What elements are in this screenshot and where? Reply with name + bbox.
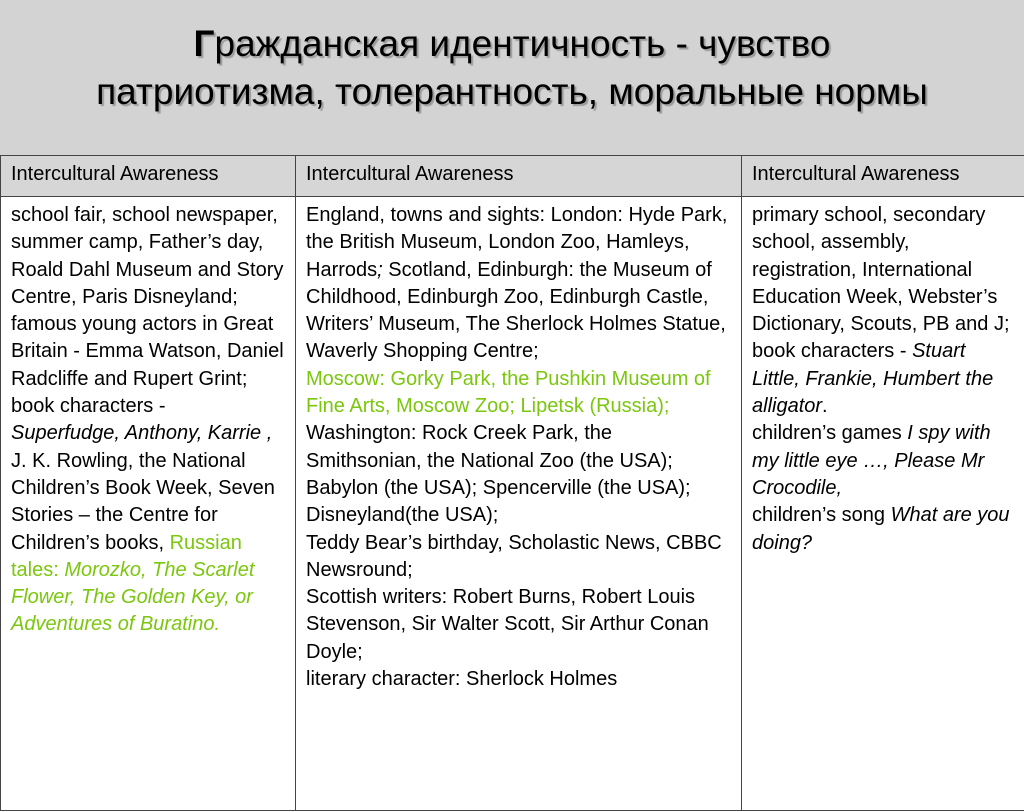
table-header-row	[1, 156, 1024, 197]
title-line-2: патриотизма, толерантность, моральные нормы	[0, 68, 1024, 116]
cell-text-segment: book characters -	[752, 340, 912, 362]
cell-text-segment: Scottish writers: Robert Burns, Robert Louis Stevenson, Sir Walter Scott, Sir Arthur Conan Doyle;	[306, 586, 709, 663]
cell-text-segment: Russian tales:	[11, 532, 242, 581]
column-3-cell	[742, 197, 1024, 811]
cell-text-segment: Scotland, Edinburgh: the Museum of Childhood, Edinburgh Zoo, Edinburgh Castle, Writers’ Museum, The Sherlock Holmes Statue, Waverly Shopping Centre;	[306, 259, 726, 363]
column-2-cell	[296, 197, 742, 811]
cell-text-segment: Morozko, The Scarlet Flower, The Golden Key, or Adventures of Buratino.	[11, 559, 254, 636]
column-header-2: Intercultural Awareness	[296, 156, 742, 197]
cell-text-segment: school fair, school newspaper, summer camp, Father’s day, Roald Dahl Museum and Story Centre, Paris Disneyland;	[11, 204, 283, 308]
cell-text-segment: book characters -	[11, 395, 166, 417]
cell-text-segment: Stuart Little, Frankie, Humbert the alligator	[752, 340, 993, 417]
cell-text-segment: I spy with my little eye …, Please Mr Crocodile,	[752, 422, 991, 499]
cell-text-segment: famous young actors in Great Britain - Emma Watson, Daniel Radcliffe and Rupert Grint;	[11, 313, 284, 390]
cell-text-segment: literary character: Sherlock Holmes	[306, 668, 617, 690]
cell-text-segment: England, towns and sights: London: Hyde Park, the British Museum, London Zoo, Hamleys, Harrods	[306, 204, 727, 281]
column-1-cell	[1, 197, 296, 811]
title-line-1-text: ражданская идентичность - чувство	[215, 23, 831, 64]
cell-text-segment: What are you doing?	[752, 504, 1010, 553]
cell-text-segment: Moscow: Gorky Park, the Pushkin Museum of Fine Arts, Moscow Zoo; Lipetsk (Russia);	[306, 368, 711, 417]
page-title	[0, 20, 1024, 116]
cell-text-segment: children’s song	[752, 504, 891, 526]
column-header-1: Intercultural Awareness	[1, 156, 296, 197]
cell-text-segment: primary school, secondary school, assembly, registration, International Education Week, Webster’s Dictionary, Scouts, PB and J;	[752, 204, 1010, 335]
cell-text-segment: Superfudge, Anthony, Karrie ,	[11, 422, 272, 444]
cell-text-segment: Washington: Rock Creek Park, the Smithsonian, the National Zoo (the USA); Babylon (the USA); Spencerville (the USA); Disneyland(the USA);	[306, 422, 691, 526]
column-header-3: Intercultural Awareness	[742, 156, 1024, 197]
title-first-letter: Г	[194, 23, 215, 64]
awareness-table	[0, 155, 1024, 811]
cell-text-segment: Teddy Bear’s birthday, Scholastic News, CBBC Newsround;	[306, 532, 722, 581]
table-row	[1, 197, 1024, 811]
cell-text-segment: ;	[377, 259, 383, 281]
cell-text-segment: J. K. Rowling, the National Children’s Book Week, Seven Stories – the Centre for Children’s books,	[11, 450, 275, 554]
cell-text-segment: .	[822, 395, 828, 417]
cell-text-segment: children’s games	[752, 422, 907, 444]
title-line-1	[0, 20, 1024, 68]
